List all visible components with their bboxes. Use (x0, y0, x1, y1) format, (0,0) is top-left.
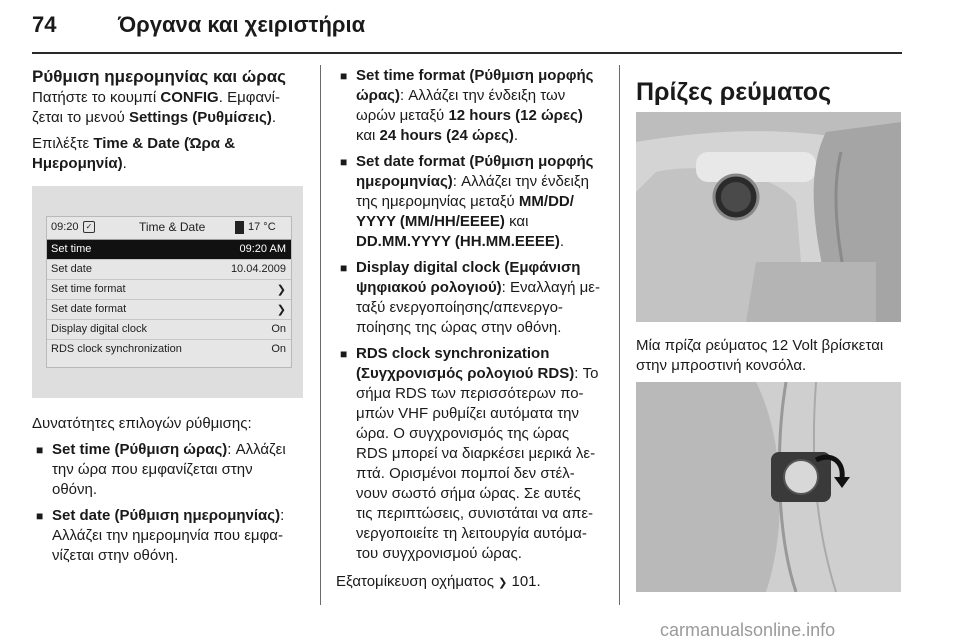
header-rule (32, 52, 902, 54)
row-label: Set date (51, 263, 92, 275)
settings-menu-label: Settings (Ρυθμίσεις) (128, 109, 272, 126)
text: : Αλλάζει την ένδειξη των (399, 87, 566, 104)
text: την ώρα που εμφανίζεται στην (52, 461, 253, 478)
paragraph-config (32, 88, 317, 128)
text: ποίησης της ώρας στην οθόνη. (356, 319, 562, 336)
section-heading-power-outlets: Πρίζες ρεύματος (636, 78, 832, 106)
row-value: On (271, 343, 286, 355)
page-number: 74 (32, 12, 57, 37)
console-photo-drawing (636, 112, 901, 322)
text-line: του συγχρονισμού ώρας. (356, 545, 522, 562)
caption-line: στην μπροστινή κονσόλα. (636, 357, 807, 374)
text: ωρών μεταξύ (356, 107, 449, 124)
bullet-icon: ■ (36, 443, 44, 457)
row-label: Set time (51, 243, 92, 255)
xref-page[interactable]: 101. (511, 573, 541, 590)
text: και (356, 127, 380, 144)
outlet-cap-photo (636, 382, 901, 592)
text: Επιλέξτε (32, 135, 94, 152)
text: Αλλάζει την ημερομηνία που εμφα- (52, 527, 283, 544)
item-term: RDS clock synchronization (356, 345, 550, 362)
infotainment-display (46, 216, 292, 368)
text: ζεται το μενού (32, 109, 129, 126)
bullet-icon: ■ (340, 155, 348, 169)
display-temperature: 17 °C (248, 221, 276, 233)
text: . (559, 233, 565, 250)
list-item-set-time (32, 440, 317, 500)
text-line: μπών VHF ρυθμίζει αυτόματα την (356, 405, 579, 422)
menu-row-set-time[interactable] (47, 240, 291, 260)
item-term: ημερομηνίας) (356, 173, 453, 190)
paragraph-select (32, 134, 317, 174)
options-intro: Δυνατότητες επιλογών ρύθμισης: (32, 415, 252, 432)
row-label: Set date format (51, 303, 127, 315)
bullet-icon: ■ (340, 69, 348, 83)
item-term: Display digital clock (Εμφάνιση (356, 259, 581, 276)
text: . (513, 127, 519, 144)
display-screenshot (32, 186, 303, 398)
item-term: Set time format (Ρύθμιση μορφής (356, 67, 594, 84)
thermometer-icon (235, 221, 244, 234)
list-item-time-format (336, 66, 616, 146)
bullet-icon: ■ (36, 509, 44, 523)
text: Πατήστε το κουμπί (32, 89, 161, 106)
text: : (280, 507, 285, 524)
bullet-icon: ■ (340, 347, 348, 361)
xref-text: Εξατομίκευση οχήματος (336, 573, 494, 590)
text-line: πτά. Ορισμένοι πομποί δεν στέλ- (356, 465, 575, 482)
row-value: 09:20 AM (239, 243, 286, 255)
list-item-digital-clock (336, 258, 616, 338)
outlet-cap-drawing (636, 382, 901, 592)
caption-line: Μία πρίζα ρεύματος 12 Volt βρίσκεται (636, 337, 884, 354)
item-term: Set time (Ρύθμιση ώρας) (52, 441, 228, 458)
submenu-arrow-icon: ❯ (276, 304, 286, 316)
item-term: (Συγχρονισμός ρολογιού RDS) (356, 365, 575, 382)
list-item-date-format (336, 152, 616, 252)
cross-reference (336, 572, 616, 593)
text: : Εναλλαγή με- (501, 279, 600, 296)
row-label: Display digital clock (51, 323, 147, 335)
display-status-bar (47, 217, 291, 240)
text: της ημερομηνίας μεταξύ (356, 193, 519, 210)
text: νίζεται στην οθόνη. (52, 547, 179, 564)
text: . (271, 109, 276, 126)
message-icon: ✓ (83, 221, 95, 233)
time-date-label-cont: Ημερομηνία) (32, 155, 123, 172)
text-line: νεργοποιείτε τη λειτουργία αυτόμα- (356, 525, 587, 542)
page-ref-arrow-icon: ❯ (498, 577, 508, 589)
watermark-text: carmanualsonline.info (660, 620, 836, 640)
text: και (504, 213, 529, 230)
time-date-label: Time & Date (Ώρα & (93, 135, 236, 152)
text-line: σήμα RDS των περισσότερων πο- (356, 385, 584, 402)
option-12h: 12 hours (12 ώρες) (448, 107, 583, 124)
item-term: ώρας) (356, 87, 400, 104)
menu-row-set-date-format[interactable] (47, 300, 291, 320)
column-2 (336, 66, 616, 593)
bullet-icon: ■ (340, 261, 348, 275)
submenu-arrow-icon: ❯ (276, 284, 286, 296)
text: : Αλλάζει (227, 441, 286, 458)
text-line: RDS μπορεί να διαρκέσει μερικά λε- (356, 445, 596, 462)
text-line: νουν σωστό σήμα ώρας. Σε αυτές (356, 485, 581, 502)
menu-row-set-date[interactable] (47, 260, 291, 280)
text: . (122, 155, 127, 172)
menu-row-set-time-format[interactable] (47, 280, 291, 300)
item-term: ψηφιακού ρολογιού) (356, 279, 502, 296)
section-heading-date-time: Ρύθμιση ημερομηνίας και ώρας (32, 67, 286, 86)
text: οθόνη. (52, 481, 98, 498)
config-button-label: CONFIG (160, 89, 219, 106)
console-outlet-photo (636, 112, 901, 322)
column-divider-1 (320, 65, 321, 605)
row-label: RDS clock synchronization (51, 343, 182, 355)
chapter-title: Όργανα και χειριστήρια (118, 12, 366, 37)
list-item-set-date (32, 506, 317, 566)
option-ddmmyyyy: DD.MM.YYYY (HH.MM.EEEE) (356, 233, 560, 250)
menu-row-display-digital-clock[interactable] (47, 320, 291, 340)
text-line: τις περιπτώσεις, συνιστάται να απε- (356, 505, 594, 522)
menu-row-rds-clock-sync[interactable] (47, 340, 291, 359)
item-term: Set date format (Ρύθμιση μορφής (356, 153, 594, 170)
display-clock: 09:20 (51, 221, 79, 233)
option-mmddyyyy-cont: YYYY (MM/HH/EEEE) (356, 213, 505, 230)
row-value: 10.04.2009 (230, 263, 286, 275)
list-item-rds-sync (336, 344, 616, 564)
display-title: Time & Date (139, 220, 206, 234)
text: : Το (574, 365, 599, 382)
column-1 (32, 66, 317, 174)
text-line: ώρα. Ο συγχρονισμός της ώρας (356, 425, 570, 442)
column-divider-2 (619, 65, 620, 605)
option-mmddyyyy: MM/DD/ (518, 193, 574, 210)
row-label: Set time format (51, 283, 126, 295)
text: ταξύ ενεργοποίησης/απενεργο- (356, 299, 563, 316)
row-value: On (271, 323, 286, 335)
item-term: Set date (Ρύθμιση ημερομηνίας) (52, 507, 281, 524)
text: : Αλλάζει την ένδειξη (452, 173, 589, 190)
outlet-caption (636, 336, 906, 376)
option-24h: 24 hours (24 ώρες) (379, 127, 514, 144)
column-1-lower (32, 414, 317, 566)
text: . Εμφανί- (218, 89, 280, 106)
